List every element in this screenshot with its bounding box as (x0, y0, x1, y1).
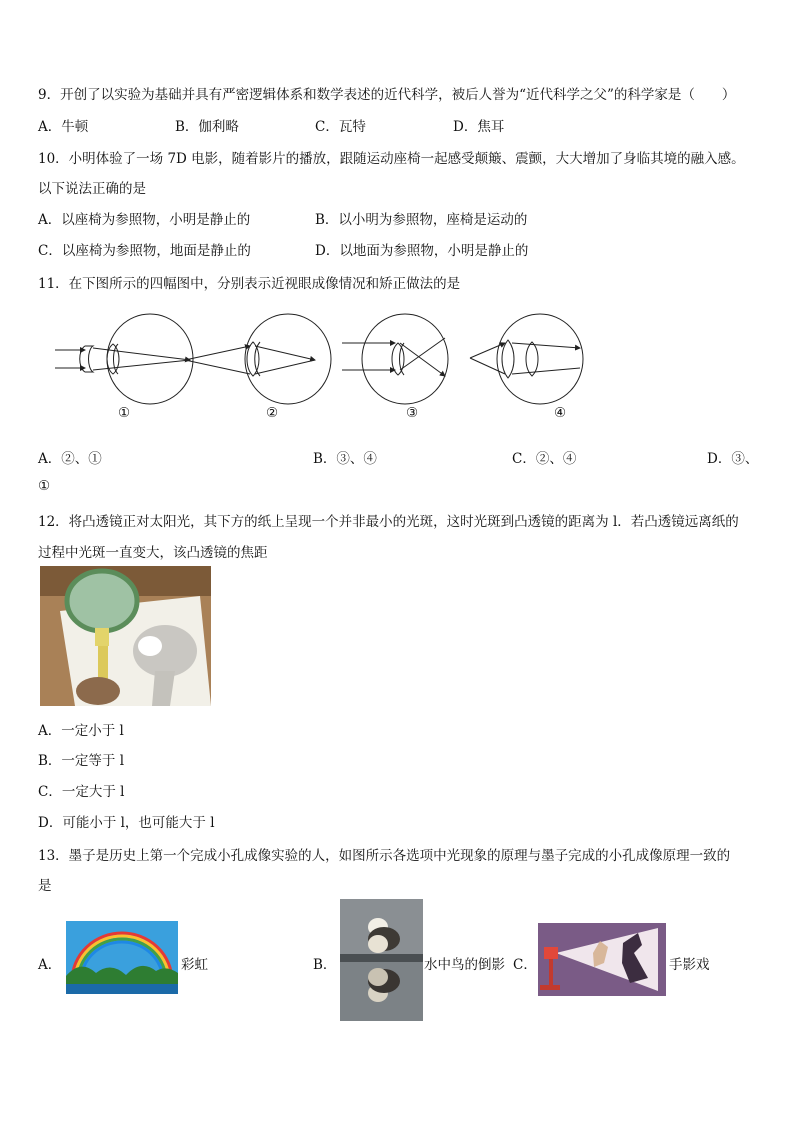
q12-option-a: A．一定小于 l (38, 723, 124, 739)
q10-stem-line1: 10．小明体验了一场 7D 电影，随着影片的播放，跟随运动座椅一起感受颠簸、震颤，大大增加了身临其境的融入感。 (38, 151, 745, 167)
eye-diagram-3 (342, 314, 448, 404)
q13-option-b-letter: B． (313, 957, 337, 973)
q11-figure-label-1: ① (118, 405, 131, 421)
eye-diagram-2 (185, 314, 331, 404)
q11-figure-label-3: ③ (406, 405, 419, 421)
q13-stem-line1: 13．墨子是历史上第一个完成小孔成像实验的人，如图所示各选项中光现象的原理与墨子完成的小孔成像原理一致的 (38, 848, 731, 864)
q11-option-b: B．③、④ (313, 451, 377, 467)
q12-option-c: C．一定大于 l (38, 784, 125, 800)
q13-option-a-letter: A． (38, 957, 62, 973)
q12-option-b: B．一定等于 l (38, 753, 125, 769)
q13-option-c-caption: 手影戏 (669, 957, 710, 973)
q12-option-d: D．可能小于 l，也可能大于 l (38, 815, 215, 831)
q12-stem-line1: 12．将凸透镜正对太阳光，其下方的纸上呈现一个并非最小的光斑，这时光斑到凸透镜的距离为 l．若凸透镜远离纸的 (38, 514, 739, 530)
q11-stem: 11．在下图所示的四幅图中，分别表示近视眼成像情况和矫正做法的是 (38, 276, 461, 292)
q12-stem-line2: 过程中光斑一直变大，该凸透镜的焦距 (38, 545, 268, 561)
q10-option-a: A．以座椅为参照物，小明是静止的 (38, 212, 251, 228)
q11-figure-label-4: ④ (554, 405, 567, 421)
q9-stem: 9．开创了以实验为基础并具有严密逻辑体系和数学表述的近代科学，被后人誉为“近代科学之父”的科学家是（ ） (38, 87, 736, 103)
q13-option-c-letter: C． (513, 957, 537, 973)
q11-option-c: C．②、④ (512, 451, 577, 467)
eye-diagram-1 (55, 314, 193, 404)
q11-eye-diagrams (50, 308, 610, 428)
q13-option-b-caption: 水中鸟的倒影 (424, 957, 505, 973)
q9-option-b: B．伽利略 (175, 119, 239, 135)
q11-option-d-wrap: ① (38, 478, 51, 494)
q13-option-a-caption: 彩虹 (181, 957, 208, 973)
q11-option-d: D．③、 (707, 451, 759, 467)
rainbow-photo (66, 921, 178, 994)
q13-stem-line2: 是 (38, 878, 52, 894)
q10-option-d: D．以地面为参照物，小明是静止的 (315, 243, 529, 259)
magnifier-photo (40, 566, 211, 706)
q11-figure-label-2: ② (266, 405, 279, 421)
q9-option-d: D．焦耳 (453, 119, 505, 135)
q10-option-c: C．以座椅为参照物，地面是静止的 (38, 243, 251, 259)
q10-option-b: B．以小明为参照物，座椅是运动的 (315, 212, 528, 228)
bird-reflection-photo (340, 899, 423, 1021)
q11-option-a: A．②、① (38, 451, 102, 467)
q10-stem-line2: 以下说法正确的是 (38, 181, 146, 197)
q9-option-c: C．瓦特 (315, 119, 366, 135)
hand-shadow-photo (538, 923, 666, 996)
q9-option-a: A．牛顿 (38, 119, 89, 135)
eye-diagram-4 (470, 314, 583, 404)
